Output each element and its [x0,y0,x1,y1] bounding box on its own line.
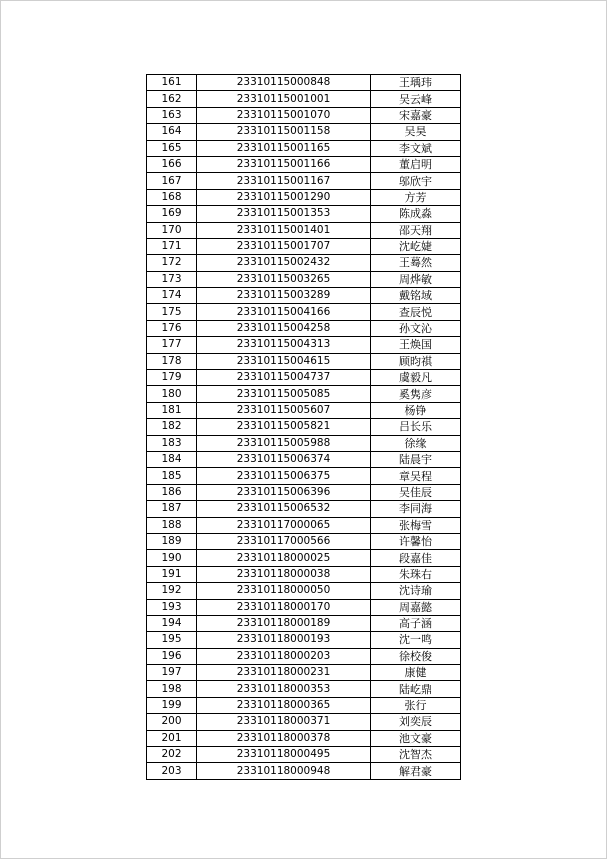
student-name-cell: 张梅雪 [371,517,461,533]
student-name-cell: 沈智杰 [371,747,461,763]
row-index-cell: 170 [147,222,197,238]
row-index-cell: 202 [147,747,197,763]
student-name-cell: 王瑀玮 [371,75,461,91]
row-index-cell: 161 [147,75,197,91]
student-id-cell: 23310115005085 [197,386,371,402]
student-id-cell: 23310118000170 [197,599,371,615]
student-name-cell: 戴铭域 [371,288,461,304]
student-id-cell: 23310115004615 [197,353,371,369]
student-id-cell: 23310115004313 [197,337,371,353]
table-row [147,435,461,451]
student-id-cell: 23310115005821 [197,419,371,435]
student-id-cell: 23310115001707 [197,238,371,254]
student-name-cell: 徐缘 [371,435,461,451]
roster-table-body [147,75,461,780]
table-row [147,75,461,91]
row-index-cell: 175 [147,304,197,320]
student-id-cell: 23310117000566 [197,533,371,549]
table-row [147,124,461,140]
student-name-cell: 邵天翔 [371,222,461,238]
table-row [147,402,461,418]
student-name-cell: 宋嘉豪 [371,107,461,123]
student-id-cell: 23310118000038 [197,566,371,582]
row-index-cell: 174 [147,288,197,304]
table-row [147,501,461,517]
student-name-cell: 许馨怡 [371,533,461,549]
student-id-cell: 23310118000378 [197,730,371,746]
row-index-cell: 186 [147,484,197,500]
row-index-cell: 182 [147,419,197,435]
row-index-cell: 173 [147,271,197,287]
student-id-cell: 23310118000948 [197,763,371,779]
row-index-cell: 181 [147,402,197,418]
student-id-cell: 23310118000203 [197,648,371,664]
row-index-cell: 201 [147,730,197,746]
student-id-cell: 23310115001290 [197,189,371,205]
student-name-cell: 刘奕辰 [371,714,461,730]
student-name-cell: 董启明 [371,156,461,172]
student-id-cell: 23310115001353 [197,206,371,222]
table-row [147,665,461,681]
student-id-cell: 23310118000365 [197,697,371,713]
student-name-cell: 周烨敏 [371,271,461,287]
table-row [147,599,461,615]
student-name-cell: 吕长乐 [371,419,461,435]
student-id-cell: 23310115006532 [197,501,371,517]
student-name-cell: 康健 [371,665,461,681]
table-row [147,550,461,566]
table-row [147,681,461,697]
table-row [147,451,461,467]
student-name-cell: 王蓦然 [371,255,461,271]
table-row [147,238,461,254]
row-index-cell: 176 [147,320,197,336]
table-row [147,566,461,582]
student-id-cell: 23310115006396 [197,484,371,500]
student-name-cell: 邬欣宇 [371,173,461,189]
student-id-cell: 23310115001158 [197,124,371,140]
table-row [147,156,461,172]
row-index-cell: 188 [147,517,197,533]
row-index-cell: 164 [147,124,197,140]
student-name-cell: 沈屹婕 [371,238,461,254]
student-id-cell: 23310115003265 [197,271,371,287]
row-index-cell: 200 [147,714,197,730]
student-name-cell: 方芳 [371,189,461,205]
student-name-cell: 章吴程 [371,468,461,484]
table-row [147,189,461,205]
student-id-cell: 23310115006375 [197,468,371,484]
table-row [147,320,461,336]
student-name-cell: 周嘉懿 [371,599,461,615]
student-name-cell: 王焕国 [371,337,461,353]
student-name-cell: 朱珠右 [371,566,461,582]
table-row [147,91,461,107]
student-name-cell: 张行 [371,697,461,713]
table-row [147,386,461,402]
row-index-cell: 196 [147,648,197,664]
student-name-cell: 李同海 [371,501,461,517]
student-name-cell: 李文斌 [371,140,461,156]
row-index-cell: 190 [147,550,197,566]
table-row [147,304,461,320]
student-id-cell: 23310115004166 [197,304,371,320]
row-index-cell: 178 [147,353,197,369]
table-row [147,222,461,238]
student-id-cell: 23310118000353 [197,681,371,697]
row-index-cell: 180 [147,386,197,402]
table-row [147,714,461,730]
roster-table [146,74,461,780]
row-index-cell: 203 [147,763,197,779]
student-name-cell: 陆屹鼎 [371,681,461,697]
student-name-cell: 解君豪 [371,763,461,779]
row-index-cell: 191 [147,566,197,582]
table-row [147,747,461,763]
row-index-cell: 167 [147,173,197,189]
table-row [147,353,461,369]
student-id-cell: 23310115002432 [197,255,371,271]
student-id-cell: 23310115005607 [197,402,371,418]
student-name-cell: 陆晨宇 [371,451,461,467]
student-name-cell: 高子涵 [371,615,461,631]
student-name-cell: 查辰悦 [371,304,461,320]
row-index-cell: 171 [147,238,197,254]
table-row [147,107,461,123]
student-name-cell: 杨铮 [371,402,461,418]
row-index-cell: 199 [147,697,197,713]
student-id-cell: 23310118000371 [197,714,371,730]
student-name-cell: 段嘉佳 [371,550,461,566]
table-row [147,730,461,746]
student-id-cell: 23310118000193 [197,632,371,648]
table-row [147,648,461,664]
student-id-cell: 23310115001001 [197,91,371,107]
table-row [147,173,461,189]
row-index-cell: 168 [147,189,197,205]
table-row [147,583,461,599]
table-row [147,468,461,484]
student-name-cell: 沈诗瑜 [371,583,461,599]
student-name-cell: 奚隽彦 [371,386,461,402]
student-id-cell: 23310117000065 [197,517,371,533]
student-name-cell: 徐校俊 [371,648,461,664]
student-name-cell: 吴云峰 [371,91,461,107]
table-row [147,288,461,304]
student-id-cell: 23310115001070 [197,107,371,123]
student-id-cell: 23310115001401 [197,222,371,238]
table-row [147,517,461,533]
student-name-cell: 吴佳辰 [371,484,461,500]
row-index-cell: 189 [147,533,197,549]
student-name-cell: 池文豪 [371,730,461,746]
row-index-cell: 177 [147,337,197,353]
table-row [147,271,461,287]
row-index-cell: 165 [147,140,197,156]
student-id-cell: 23310115001167 [197,173,371,189]
table-row [147,370,461,386]
table-row [147,255,461,271]
student-id-cell: 23310118000189 [197,615,371,631]
row-index-cell: 192 [147,583,197,599]
row-index-cell: 184 [147,451,197,467]
student-name-cell: 孙文沁 [371,320,461,336]
student-id-cell: 23310115003289 [197,288,371,304]
table-row [147,206,461,222]
student-id-cell: 23310115006374 [197,451,371,467]
row-index-cell: 169 [147,206,197,222]
student-name-cell: 沈一鸣 [371,632,461,648]
student-id-cell: 23310115000848 [197,75,371,91]
row-index-cell: 166 [147,156,197,172]
student-id-cell: 23310118000231 [197,665,371,681]
row-index-cell: 187 [147,501,197,517]
table-row [147,763,461,779]
table-row [147,140,461,156]
student-id-cell: 23310115005988 [197,435,371,451]
table-row [147,337,461,353]
student-id-cell: 23310115004737 [197,370,371,386]
table-row [147,632,461,648]
student-id-cell: 23310115004258 [197,320,371,336]
table-row [147,419,461,435]
row-index-cell: 179 [147,370,197,386]
row-index-cell: 195 [147,632,197,648]
row-index-cell: 198 [147,681,197,697]
row-index-cell: 183 [147,435,197,451]
student-id-cell: 23310115001166 [197,156,371,172]
row-index-cell: 172 [147,255,197,271]
row-index-cell: 194 [147,615,197,631]
row-index-cell: 193 [147,599,197,615]
row-index-cell: 197 [147,665,197,681]
row-index-cell: 162 [147,91,197,107]
table-row [147,533,461,549]
student-id-cell: 23310118000495 [197,747,371,763]
student-id-cell: 23310118000050 [197,583,371,599]
row-index-cell: 185 [147,468,197,484]
student-name-cell: 虞毅凡 [371,370,461,386]
table-row [147,484,461,500]
student-id-cell: 23310118000025 [197,550,371,566]
table-row [147,697,461,713]
student-name-cell: 吴昊 [371,124,461,140]
row-index-cell: 163 [147,107,197,123]
table-row [147,615,461,631]
student-name-cell: 陈成淼 [371,206,461,222]
student-id-cell: 23310115001165 [197,140,371,156]
student-name-cell: 顾昀祺 [371,353,461,369]
